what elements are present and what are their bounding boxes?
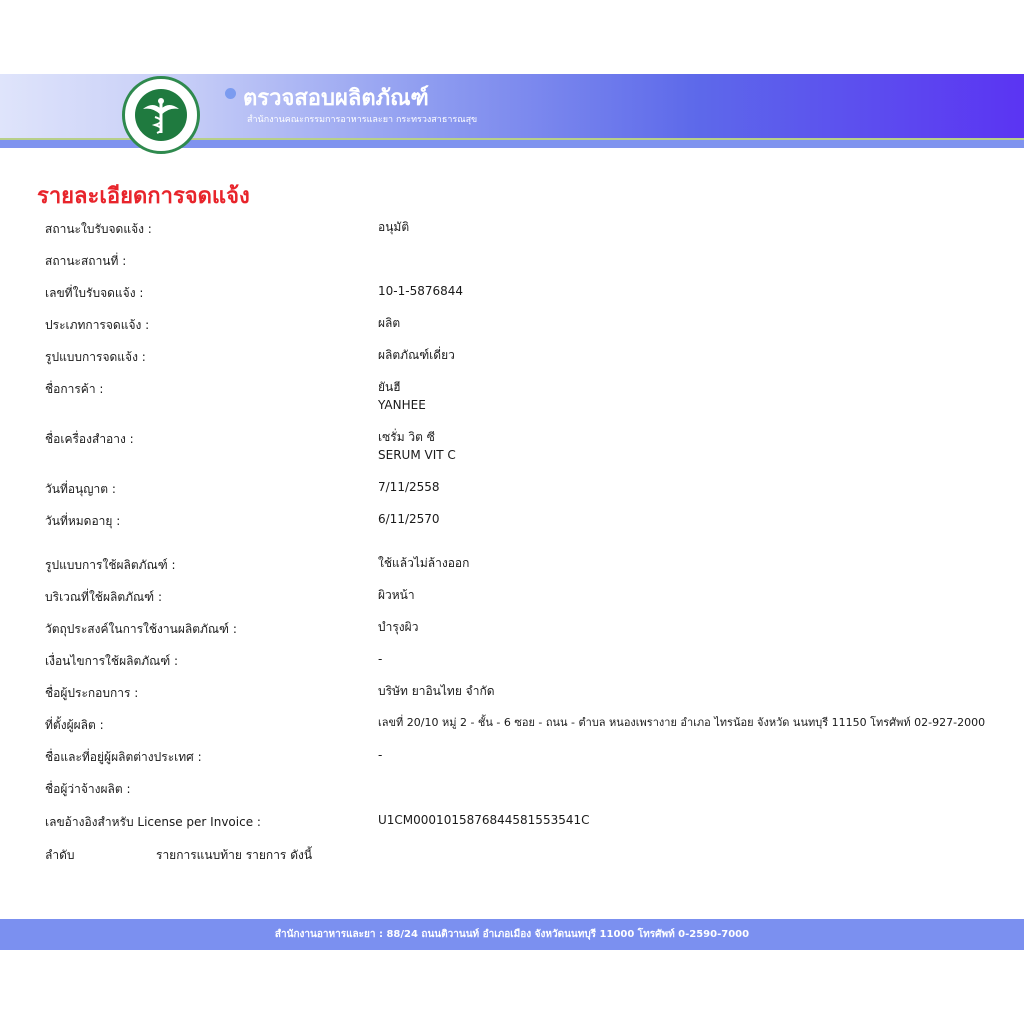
- detail-value: อนุมัติ: [378, 220, 410, 234]
- detail-label: ชื่อเครื่องสำอาง :: [45, 432, 134, 446]
- detail-value: เซรั่ม วิต ซี SERUM VIT C: [378, 430, 456, 462]
- title-bullet-icon: [225, 88, 236, 99]
- attachment-seq-label: ลำดับ: [45, 848, 75, 862]
- detail-label: สถานะใบรับจดแจ้ง :: [45, 222, 152, 236]
- site-footer: [0, 919, 1024, 950]
- detail-value: ผิวหน้า: [378, 588, 415, 602]
- detail-value: 7/11/2558: [378, 480, 440, 494]
- detail-value: -: [378, 748, 383, 762]
- page-title: รายละเอียดการจดแจ้ง: [37, 184, 250, 209]
- detail-label: ชื่อผู้ว่าจ้างผลิต :: [45, 782, 131, 796]
- detail-label: ที่ตั้งผู้ผลิต :: [45, 718, 104, 732]
- detail-label: เงื่อนไขการใช้ผลิตภัณฑ์ :: [45, 654, 179, 668]
- detail-value: บำรุงผิว: [378, 620, 419, 634]
- detail-value: เลขที่ 20/10 หมู่ 2 - ชั้น - 6 ซอย - ถนน - ตำบล หนองเพรางาย อำเภอ ไทรน้อย จังหวัด นนทบุรี 11150 โทรศัพท์ 02-927-2000: [378, 716, 986, 729]
- detail-value: U1CM0001015876844581553541C: [378, 813, 590, 827]
- detail-value: บริษัท ยาอินไทย จำกัด: [378, 684, 495, 698]
- detail-label: วัตถุประสงค์ในการใช้งานผลิตภัณฑ์ :: [45, 622, 237, 636]
- detail-value: 10-1-5876844: [378, 284, 464, 298]
- detail-label: เลขอ้างอิงสำหรับ License per Invoice :: [45, 815, 261, 829]
- site-subtitle: สำนักงานคณะกรรมการอาหารและยา กระทรวงสาธารณสุข: [247, 115, 478, 125]
- site-title: ตรวจสอบผลิตภัณฑ์: [243, 86, 429, 111]
- detail-value: ใช้แล้วไม่ล้างออก: [378, 556, 470, 570]
- detail-value: ยันฮี YANHEE: [378, 380, 426, 412]
- detail-label: ชื่อและที่อยู่ผู้ผลิตต่างประเทศ :: [45, 750, 202, 764]
- detail-label: รูปแบบการใช้ผลิตภัณฑ์ :: [45, 558, 176, 572]
- detail-value: 6/11/2570: [378, 512, 440, 526]
- detail-value: ผลิตภัณฑ์เดี่ยว: [378, 348, 455, 362]
- detail-value: ผลิต: [378, 316, 401, 330]
- detail-label: วันที่หมดอายุ :: [45, 514, 121, 528]
- detail-label: ประเภทการจดแจ้ง :: [45, 318, 150, 332]
- caduceus-emblem-icon: [135, 89, 187, 141]
- detail-label: เลขที่ใบรับจดแจ้ง :: [45, 286, 144, 300]
- detail-label: วันที่อนุญาต :: [45, 482, 116, 496]
- detail-label: สถานะสถานที่ :: [45, 254, 127, 268]
- attachment-description: รายการแนบท้าย รายการ ดังนี้: [156, 848, 313, 862]
- footer-address: สำนักงานอาหารและยา : 88/24 ถนนติวานนท์ อำเภอเมือง จังหวัดนนทบุรี 11000 โทรศัพท์ 0-2590-7000: [274, 929, 750, 940]
- detail-label: บริเวณที่ใช้ผลิตภัณฑ์ :: [45, 590, 162, 604]
- detail-label: ชื่อผู้ประกอบการ :: [45, 686, 139, 700]
- detail-value: -: [378, 652, 383, 666]
- ministry-logo-icon: [122, 76, 200, 154]
- detail-label: รูปแบบการจดแจ้ง :: [45, 350, 146, 364]
- detail-label: ชื่อการค้า :: [45, 382, 104, 396]
